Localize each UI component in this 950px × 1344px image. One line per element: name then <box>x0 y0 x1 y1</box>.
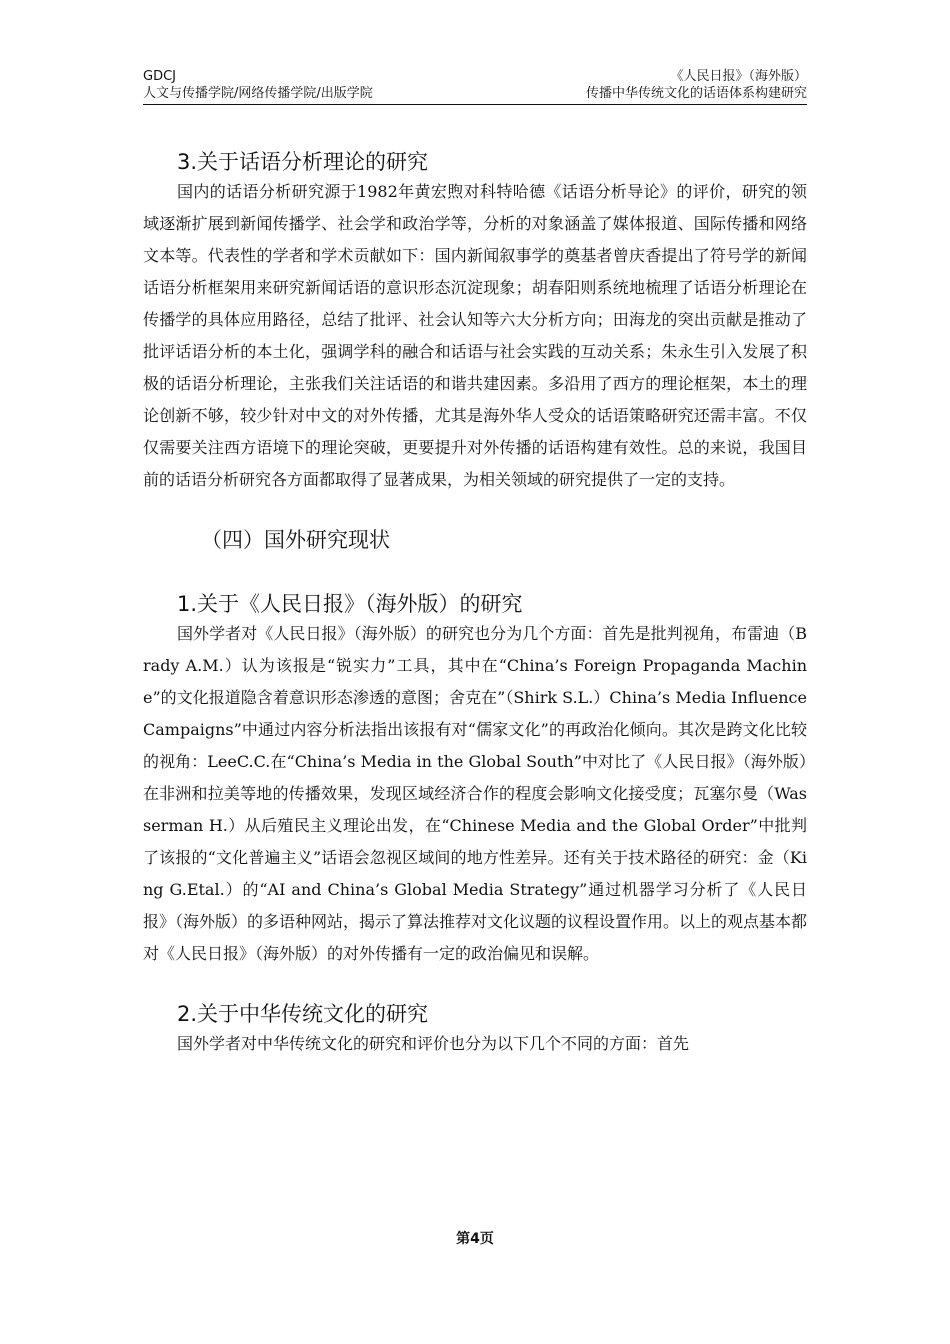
header-code: GDCJ <box>143 69 176 84</box>
section-heading-traditional-culture: 2.关于中华传统文化的研究 <box>177 1002 429 1026</box>
header-right <box>586 68 807 102</box>
page-number: 第4页 <box>456 1231 494 1247</box>
paragraph-traditional-culture: 国外学者对中华传统文化的研究和评价也分为以下几个不同的方面：首先 <box>177 1034 690 1053</box>
page-header <box>143 68 807 104</box>
header-left <box>143 68 373 102</box>
section-heading-peoples-daily: 1.关于《人民日报》（海外版）的研究 <box>177 592 523 616</box>
header-thesis-title: 传播中华传统文化的话语体系构建研究 <box>585 86 807 101</box>
paragraph-peoples-daily: 国外学者对《人民日报》（海外版）的研究也分为几个方面：首先是批判视角，布雷迪（Brady A.M.）认为该报是“锐实力”工具，其中在“China’s Foreign Propaganda Machine”的文化报道隐含着意识形态渗透的意图；舍克在”（Shirk S.L.）China’s Media Influence Campaigns”中通过内容分析法指出该报有对“儒家文化”的再政治化倾向。其次是跨文化比较的视角：LeeC.C.在“China’s Media in the Global South”中对比了《人民日报》（海外版）在非洲和拉美等地的传播效果，发现区域经济合作的程度会影响文化接受度；瓦塞尔曼（Wasserman H.）从后殖民主义理论出发，在“Chinese Media and the Global Order”中批判了该报的“文化普遍主义”话语会忽视区域间的地方性差异。还有关于技术路径的研究：金（King G.Etal.）的“AI and China’s Global Media Strategy”通过机器学习分析了《人民日报》（海外版）的多语种网站，揭示了算法推荐对文化议题的议程设置作用。以上的观点基本都对《人民日报》（海外版）的对外传播有一定的政治偏见和误解。 <box>143 624 808 963</box>
section-heading-foreign-research: （四）国外研究现状 <box>201 528 390 552</box>
header-newspaper: 《人民日报》（海外版） <box>670 69 807 84</box>
paragraph-discourse-analysis: 国内的话语分析研究源于1982年黄宏煦对科特哈德《话语分析导论》的评价，研究的领域逐渐扩展到新闻传播学、社会学和政治学等，分析的对象涵盖了媒体报道、国际传播和网络文本等。代表性的学者和学术贡献如下：国内新闻叙事学的奠基者曾庆香提出了符号学的新闻话语分析框架用来研究新闻话语的意识形态沉淀现象；胡春阳则系统地梳理了话语分析理论在传播学的具体应用路径，总结了批评、社会认知等六大分析方向；田海龙的突出贡献是推动了批评话语分析的本土化，强调学科的融合和话语与社会实践的互动关系；朱永生引入发展了积极的话语分析理论，主张我们关注话语的和谐共建因素。多沿用了西方的理论框架，本土的理论创新不够，较少针对中文的对外传播，尤其是海外华人受众的话语策略研究还需丰富。不仅仅需要关注西方语境下的理论突破，更要提升对外传播的话语构建有效性。总的来说，我国目前的话语分析研究各方面都取得了显著成果，为相关领域的研究提供了一定的支持。 <box>143 182 807 489</box>
page-body <box>143 148 807 1060</box>
section-heading-discourse-analysis: 3.关于话语分析理论的研究 <box>177 150 429 174</box>
header-college: 人文与传播学院/网络传播学院/出版学院 <box>143 86 373 101</box>
header-divider <box>143 104 807 105</box>
